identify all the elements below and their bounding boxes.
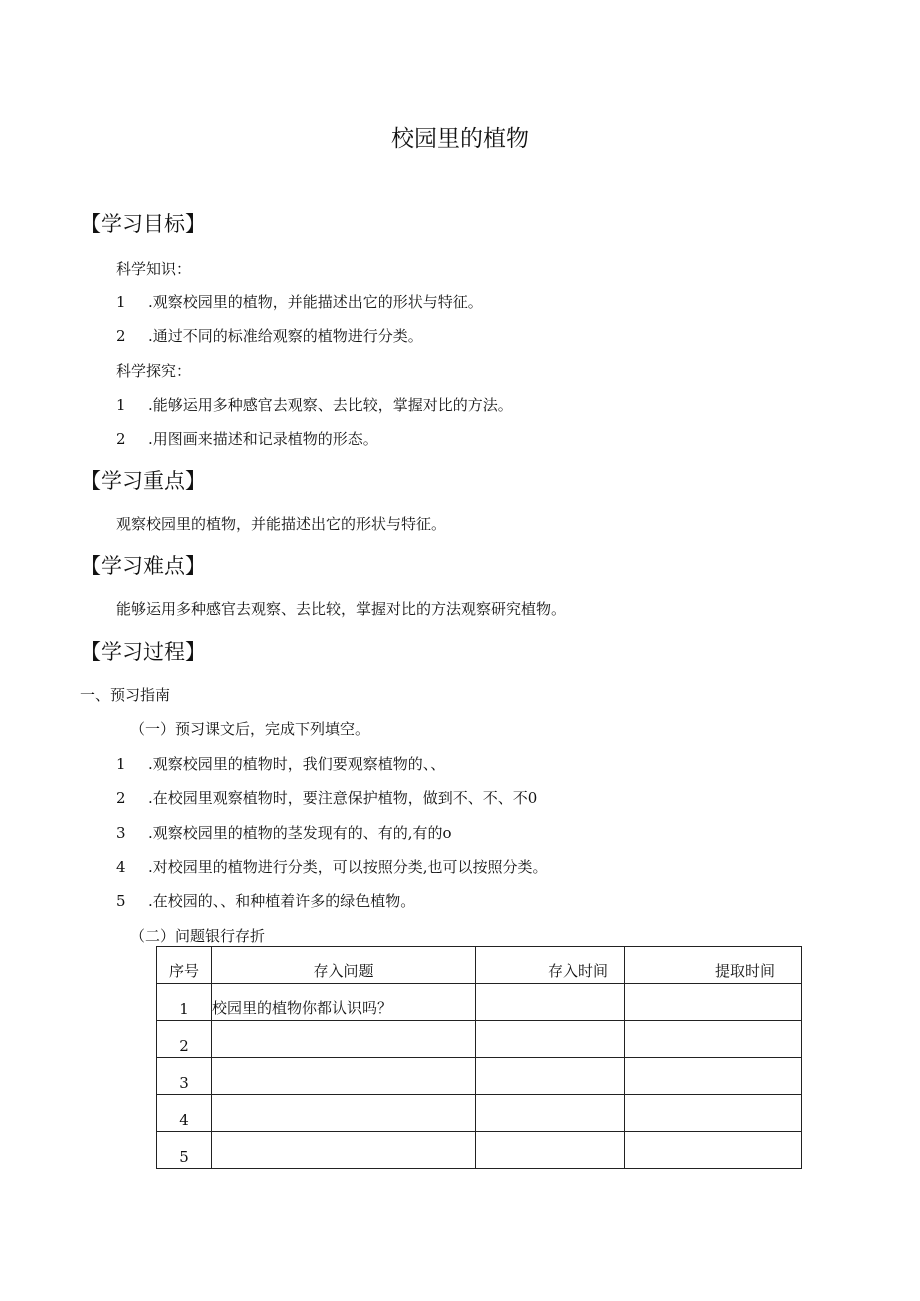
- col-seq-header: 序号: [157, 947, 212, 984]
- item-text: .观察校园里的植物的茎发现有的、有的,有的o: [148, 824, 452, 842]
- key-points-heading: 【学习重点】: [80, 469, 206, 493]
- row-seq: 5: [157, 1132, 212, 1169]
- table-row: [157, 1058, 802, 1095]
- part2-label: （二）问题银行存折: [130, 927, 266, 945]
- item-text: .通过不同的标准给观察的植物进行分类。: [148, 327, 423, 345]
- row-seq: 1: [157, 984, 212, 1021]
- row-deposit-time[interactable]: [476, 1095, 625, 1132]
- table-header-row: [157, 947, 802, 984]
- part1-label: （一）预习课文后，完成下列填空。: [130, 720, 371, 738]
- row-withdraw-time[interactable]: [625, 1021, 802, 1058]
- process-heading: 【学习过程】: [80, 640, 206, 664]
- item-number: 4: [116, 858, 126, 876]
- inquiry-item: [116, 394, 513, 415]
- item-number: 3: [116, 824, 126, 842]
- row-seq: 4: [157, 1095, 212, 1132]
- row-question[interactable]: 校园里的植物你都认识吗？: [212, 984, 476, 1021]
- row-question[interactable]: [212, 1132, 476, 1169]
- row-withdraw-time[interactable]: [625, 1095, 802, 1132]
- item-number: 2: [116, 327, 126, 345]
- row-deposit-time[interactable]: [476, 984, 625, 1021]
- row-seq: 2: [157, 1021, 212, 1058]
- col-question-header: 存入问题: [212, 947, 476, 984]
- row-question[interactable]: [212, 1058, 476, 1095]
- row-question[interactable]: [212, 1021, 476, 1058]
- fill-item: [116, 890, 415, 911]
- table-row: [157, 1132, 802, 1169]
- row-deposit-time[interactable]: [476, 1058, 625, 1095]
- row-seq: 3: [157, 1058, 212, 1095]
- item-text: .对校园里的植物进行分类，可以按照分类,也可以按照分类。: [148, 858, 548, 876]
- difficulties-text: 能够运用多种感官去观察、去比较，掌握对比的方法观察研究植物。: [116, 600, 567, 618]
- inquiry-label: 科学探究：: [116, 362, 192, 380]
- row-deposit-time[interactable]: [476, 1021, 625, 1058]
- row-deposit-time[interactable]: [476, 1132, 625, 1169]
- item-number: 5: [116, 892, 126, 910]
- fill-item: [116, 856, 548, 877]
- col-deposit-header: 存入时间: [476, 947, 625, 984]
- item-text: .观察校园里的植物时，我们要观察植物的、、: [148, 755, 446, 773]
- item-number: 2: [116, 430, 126, 448]
- table-row: [157, 984, 802, 1021]
- item-number: 2: [116, 789, 126, 807]
- item-text: .能够运用多种感官去观察、去比较，掌握对比的方法。: [148, 396, 513, 414]
- question-bank-table: [156, 946, 802, 1169]
- item-number: 1: [116, 755, 126, 773]
- knowledge-item: [116, 325, 423, 346]
- item-text: .用图画来描述和记录植物的形态。: [148, 430, 378, 448]
- table-row: [157, 1021, 802, 1058]
- row-withdraw-time[interactable]: [625, 984, 802, 1021]
- knowledge-item: [116, 291, 483, 312]
- fill-item: [116, 787, 537, 808]
- row-withdraw-time[interactable]: [625, 1132, 802, 1169]
- knowledge-label: 科学知识：: [116, 260, 192, 278]
- item-text: .在校园的、、和种植着许多的绿色植物。: [148, 892, 416, 910]
- difficulties-heading: 【学习难点】: [80, 554, 206, 578]
- item-number: 1: [116, 293, 126, 311]
- section-preview-guide: 一、预习指南: [80, 686, 171, 704]
- item-number: 1: [116, 396, 126, 414]
- key-points-text: 观察校园里的植物，并能描述出它的形状与特征。: [116, 515, 447, 533]
- col-withdraw-header: 提取时间: [625, 947, 802, 984]
- row-question[interactable]: [212, 1095, 476, 1132]
- page-title: 校园里的植物: [391, 126, 529, 152]
- item-text: .观察校园里的植物，并能描述出它的形状与特征。: [148, 293, 483, 311]
- inquiry-item: [116, 428, 378, 449]
- fill-item: [116, 753, 445, 774]
- row-withdraw-time[interactable]: [625, 1058, 802, 1095]
- goals-heading: 【学习目标】: [80, 212, 206, 236]
- table-row: [157, 1095, 802, 1132]
- item-text: .在校园里观察植物时，要注意保护植物，做到不、不、不0: [148, 789, 538, 807]
- fill-item: [116, 822, 452, 843]
